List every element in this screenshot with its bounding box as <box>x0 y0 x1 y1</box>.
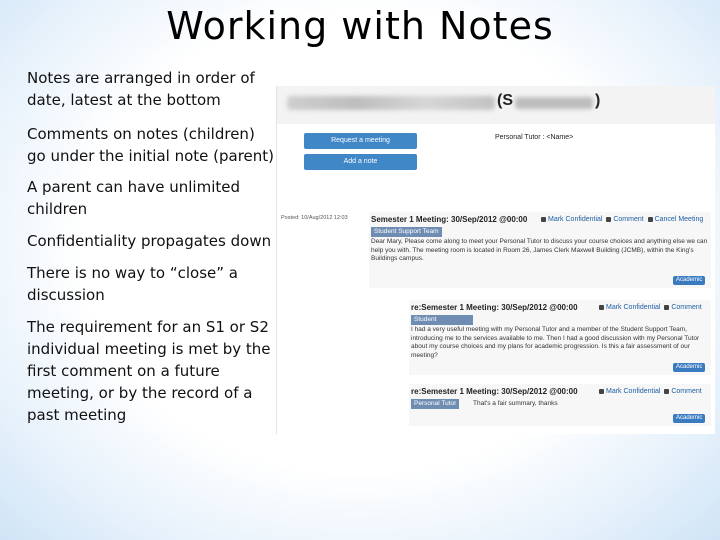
cancel-meeting-link[interactable]: Cancel Meeting <box>654 216 704 223</box>
posted-date: Posted: 10/Aug/2012 12:03 <box>281 215 348 221</box>
request-meeting-button[interactable]: Request a meeting <box>304 133 417 149</box>
note-body: I had a very useful meeting with my Personal Tutor and a member of the Student Support Team, introducing me to the services available to me. Then I had a good discussion with my Personal Tutor about my course choices and my plans for academic progression. Is this a fair assessment of our meeting? <box>411 326 700 359</box>
comment-icon <box>606 217 611 222</box>
mark-confidential-link[interactable]: Mark Confidential <box>606 388 661 395</box>
bullet-item: Notes are arranged in order of date, latest at the bottom <box>27 69 255 109</box>
note-author: Student Support Team <box>371 227 442 237</box>
note-author: Personal Tutor <box>411 399 459 409</box>
student-id-open: (S <box>497 92 513 109</box>
note-title: re:Semester 1 Meeting: 30/Sep/2012 @00:00 <box>411 387 578 396</box>
note-body: Dear Mary, Please come along to meet your Personal Tutor to discuss your course choices and anything else we can help you with. The meeting room is located in Room 26, James Clerk Maxwell Building (JCMB), within the King's Buildings campus. <box>371 238 708 263</box>
bullet-item: There is no way to “close” a discussion <box>27 264 239 304</box>
redacted-student-name <box>287 96 495 110</box>
bullet-item: The requirement for an S1 or S2 individual meeting is met by the first comment on a future meeting, or by the record of a past meeting <box>27 318 271 424</box>
cancel-icon <box>648 217 653 222</box>
note-actions <box>541 216 703 223</box>
category-tag: Academic <box>673 276 705 285</box>
slide-title: Working with Notes <box>166 4 554 48</box>
note-title: re:Semester 1 Meeting: 30/Sep/2012 @00:00 <box>411 303 578 312</box>
bullet-item: Comments on notes (children) go under the initial note (parent) <box>27 125 275 165</box>
mark-confidential-link[interactable]: Mark Confidential <box>606 304 661 311</box>
comment-icon <box>664 389 669 394</box>
add-note-button[interactable]: Add a note <box>304 154 417 170</box>
comment-link[interactable]: Comment <box>671 304 702 311</box>
category-tag: Academic <box>673 414 705 423</box>
note-actions <box>599 304 702 311</box>
note-child <box>409 384 711 426</box>
bullet-item: Confidentiality propagates down <box>27 232 272 250</box>
lock-icon <box>541 217 546 222</box>
lock-icon <box>599 305 604 310</box>
lock-icon <box>599 389 604 394</box>
bullet-item: A parent can have unlimited children <box>27 178 241 218</box>
comment-link[interactable]: Comment <box>613 216 644 223</box>
note-parent <box>369 212 711 288</box>
student-id-close: ) <box>595 92 601 109</box>
notes-screenshot <box>276 86 715 434</box>
student-header <box>277 86 715 124</box>
personal-tutor-label: Personal Tutor : <Name> <box>495 134 574 141</box>
note-title: Semester 1 Meeting: 30/Sep/2012 @00:00 <box>371 215 528 224</box>
note-author: Student <box>411 315 473 325</box>
bullet-list <box>27 67 277 436</box>
note-child <box>409 300 711 375</box>
comment-icon <box>664 305 669 310</box>
note-actions <box>599 388 702 395</box>
mark-confidential-link[interactable]: Mark Confidential <box>548 216 603 223</box>
category-tag: Academic <box>673 363 705 372</box>
comment-link[interactable]: Comment <box>671 388 702 395</box>
redacted-student-id <box>515 97 593 109</box>
note-body: That's a fair summary, thanks <box>473 400 558 407</box>
